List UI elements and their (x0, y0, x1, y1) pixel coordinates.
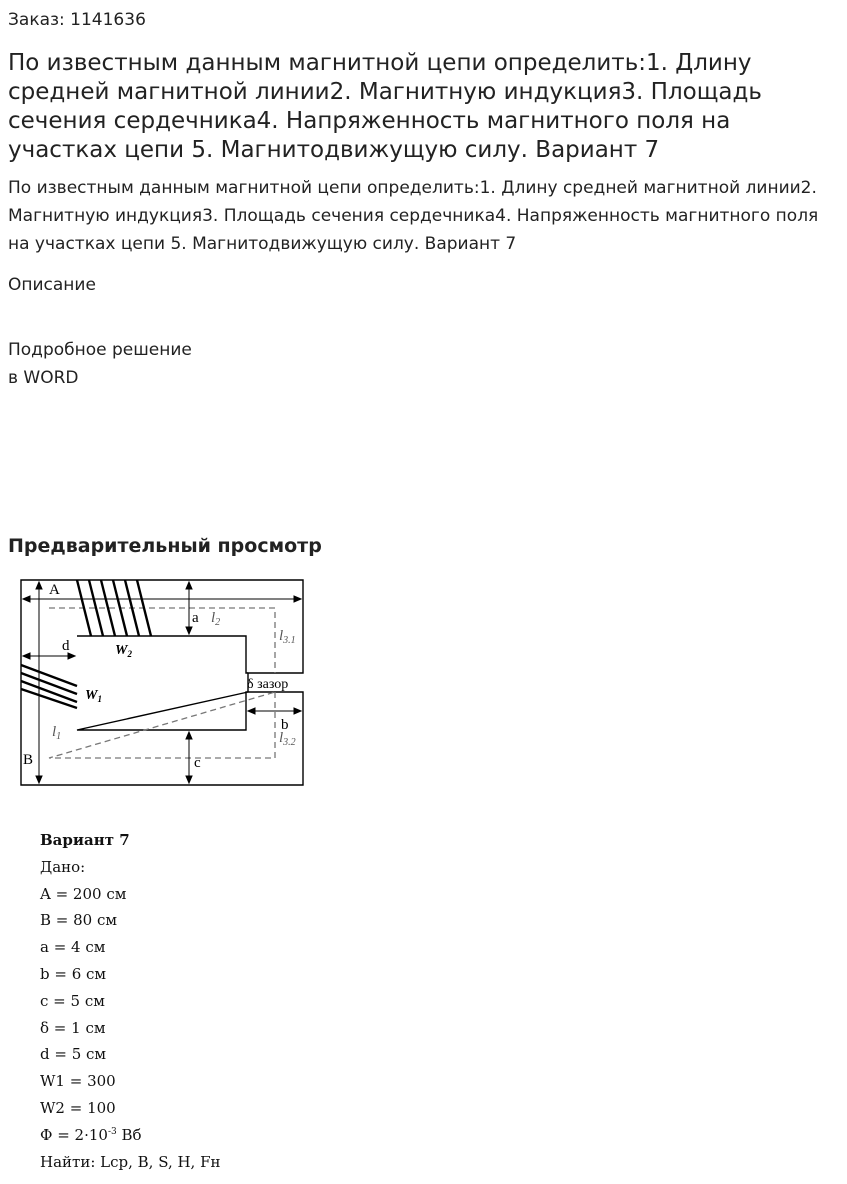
find-line: Найти: Lср, B, S, H, Fн (40, 1152, 221, 1171)
solution-note (8, 336, 192, 392)
label-l1: $l_1$ (52, 724, 62, 742)
variant-heading: Вариант 7 (40, 831, 130, 849)
winding-w1 (21, 665, 77, 708)
label-B: B (23, 752, 34, 768)
given-delta: δ = 1 см (40, 1018, 106, 1037)
core-inner-edge (77, 636, 248, 730)
given-b: b = 6 см (40, 964, 107, 983)
given-W1: W1 = 300 (40, 1072, 116, 1091)
label-l31: $l_{3.1}$ (279, 628, 296, 646)
document-preview (40, 827, 221, 1175)
description-text: По известным данным магнитной цепи определить:1. Длину средней магнитной линии2. Магнитную индукция3. Площадь сечения сердечника4. Напряженность магнитного поля на участках цепи 5. Магнитодвижущую силу. Вариант 7 (8, 178, 819, 254)
label-W1: $W_1$ (85, 688, 102, 704)
label-b: b (281, 717, 289, 733)
magnetic-circuit-diagram (11, 574, 307, 790)
description-heading: Описание (8, 275, 96, 295)
given-A: A = 200 см (40, 884, 127, 903)
order-number: Заказ: 1141636 (8, 10, 146, 30)
given-B: B = 80 см (40, 911, 118, 930)
label-A: A (49, 582, 60, 598)
solution-line-2: в WORD (8, 368, 79, 388)
preview-heading: Предварительный просмотр (8, 535, 322, 557)
label-d: d (62, 638, 70, 654)
given-d: d = 5 см (40, 1045, 107, 1064)
given-label: Дано: (40, 857, 86, 876)
label-W2: $W_2$ (115, 643, 132, 659)
given-c: c = 5 см (40, 991, 105, 1010)
label-l2: $l_2$ (211, 610, 221, 628)
page-title: По известным данным магнитной цепи определить:1. Длину средней магнитной линии2. Магнитную индукция3. Площадь сечения сердечника4. Напряженность магнитного поля на участках цепи 5. Магнитодвижущую силу. Вариант 7 (8, 50, 762, 163)
given-a: a = 4 см (40, 938, 106, 957)
given-flux: $Ф = 2\cdot 10^{-3}$ Вб (40, 1125, 142, 1144)
mean-path-dashed (49, 608, 275, 758)
given-W2: W2 = 100 (40, 1098, 116, 1117)
label-l32: $l_{3.2}$ (279, 730, 296, 748)
solution-line-1: Подробное решение (8, 340, 192, 360)
label-a: a (192, 610, 199, 626)
label-gap: δ зазор (247, 677, 289, 692)
label-c: c (194, 755, 201, 771)
